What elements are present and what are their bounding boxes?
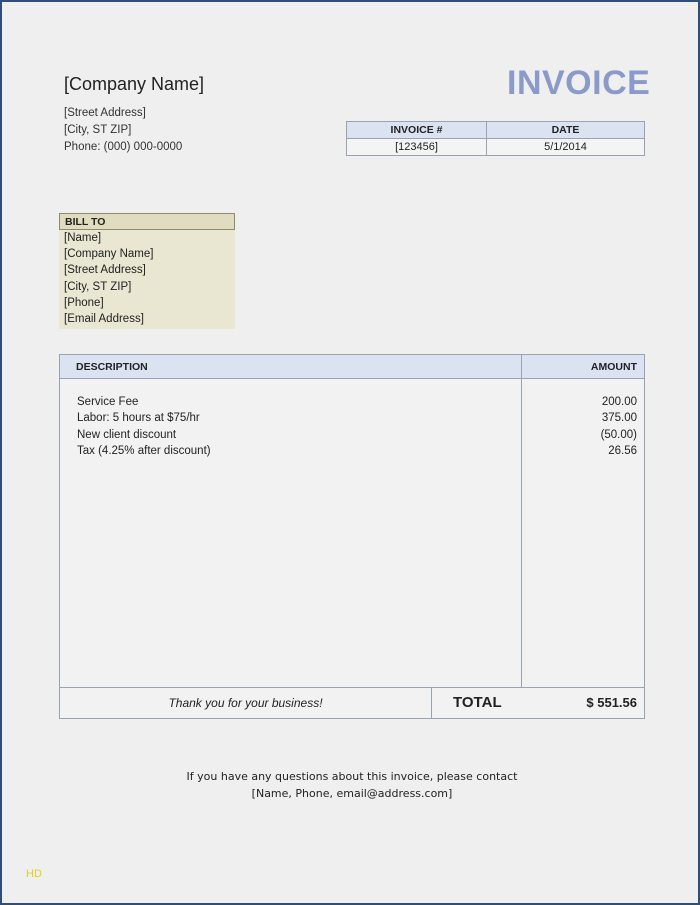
- total-value: $ 551.56: [586, 695, 637, 710]
- hd-watermark: HD: [26, 868, 42, 880]
- line-item-description: Service Fee: [77, 396, 139, 408]
- bill-to-phone: [Phone]: [64, 296, 104, 309]
- company-name: [Company Name]: [64, 74, 205, 94]
- thank-you-note: Thank you for your business!: [168, 696, 323, 710]
- bill-to-company: [Company Name]: [64, 248, 154, 261]
- company-street: [Street Address]: [64, 107, 146, 119]
- contact-note: If you have any questions about this invoice, please contact: [186, 770, 518, 783]
- invoice-number-header: INVOICE #: [347, 122, 487, 139]
- invoice-number-value: [123456]: [347, 139, 487, 156]
- invoice-title: INVOICE: [507, 64, 651, 102]
- bill-to-header: BILL TO: [59, 213, 235, 230]
- bill-to-street: [Street Address]: [64, 264, 146, 277]
- description-header: DESCRIPTION: [76, 361, 148, 373]
- company-phone: Phone: (000) 000-0000: [64, 141, 183, 153]
- total-label: TOTAL: [453, 694, 502, 711]
- line-item-description: Labor: 5 hours at $75/hr: [77, 412, 200, 424]
- column-divider: [521, 355, 522, 687]
- bill-to-email: [Email Address]: [64, 312, 144, 325]
- line-item-amount: 26.56: [608, 445, 637, 457]
- line-item-description: Tax (4.25% after discount): [77, 445, 211, 457]
- amount-header: AMOUNT: [590, 361, 637, 373]
- date-header: DATE: [487, 122, 645, 139]
- total-row: [60, 687, 644, 718]
- bill-to-name: [Name]: [64, 232, 102, 244]
- date-value: 5/1/2014: [487, 139, 645, 156]
- line-items-header: [60, 355, 644, 379]
- bill-to-box: [59, 213, 235, 329]
- line-item-amount: 375.00: [601, 412, 637, 424]
- line-item-amount: 200.00: [601, 396, 637, 408]
- total-divider: [431, 688, 432, 719]
- line-item-amount: (50.00): [600, 429, 637, 441]
- line-items-table: [59, 354, 645, 719]
- invoice-meta-table: [346, 121, 645, 156]
- company-city: [City, ST ZIP]: [64, 124, 132, 136]
- contact-details: [Name, Phone, email@address.com]: [251, 787, 453, 800]
- bill-to-city: [City, ST ZIP]: [64, 280, 132, 293]
- line-item-description: New client discount: [77, 429, 177, 441]
